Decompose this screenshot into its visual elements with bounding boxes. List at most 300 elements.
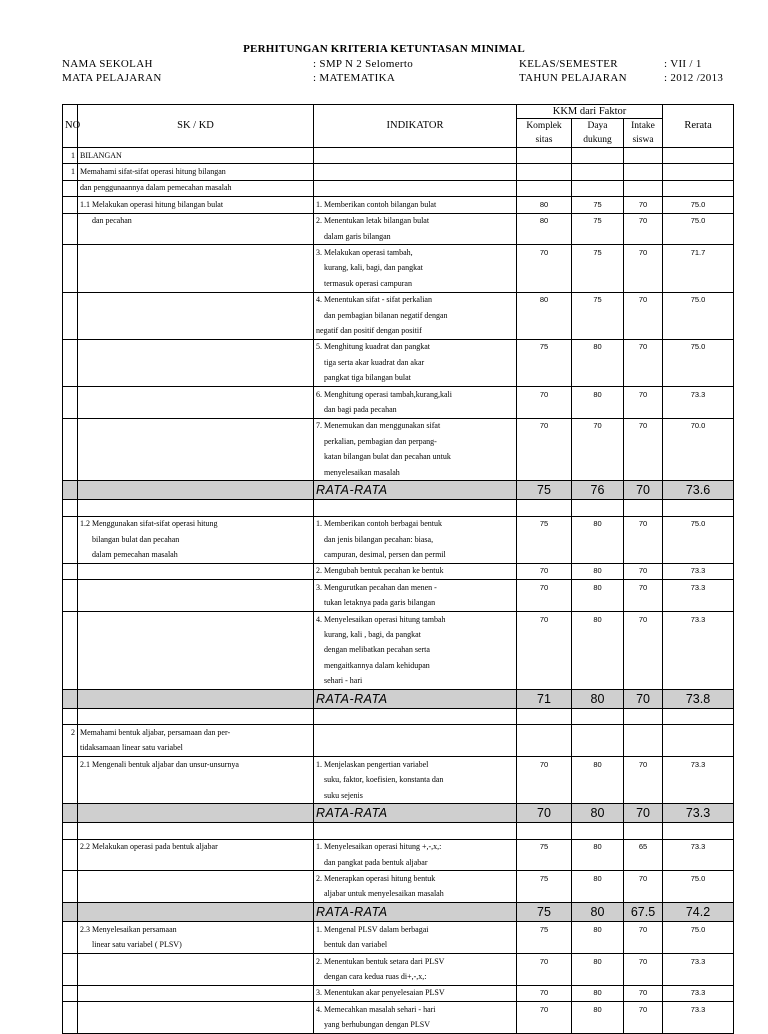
no-cell (63, 245, 78, 261)
rata-no-cell (63, 689, 78, 708)
kompleksitas-cell: 70 (517, 611, 572, 627)
daya-dukung-cell: 75 (572, 292, 624, 308)
table-row (63, 953, 734, 969)
daya-dukung-cell (572, 370, 624, 386)
kompleksitas-cell (517, 180, 572, 196)
intake-cell (624, 323, 663, 339)
rata-daya-dukung: 80 (572, 689, 624, 708)
no-cell (63, 355, 78, 370)
rerata-cell (663, 772, 734, 787)
sk-kd-cell (78, 370, 314, 386)
daya-dukung-cell (572, 449, 624, 464)
no-cell (63, 229, 78, 245)
rerata-cell (663, 725, 734, 741)
daya-dukung-cell (572, 658, 624, 673)
indikator-cell: 3. Mengurutkan pecahan dan menen - (314, 580, 517, 596)
spacer-cell (663, 500, 734, 516)
no-cell (63, 839, 78, 855)
sk-kd-cell (78, 465, 314, 481)
daya-dukung-cell: 80 (572, 985, 624, 1001)
rata-rata-row (63, 481, 734, 500)
sk-kd-cell: tidaksamaan linear satu variabel (78, 741, 314, 757)
sk-kd-cell (78, 449, 314, 464)
rata-rerata: 73.3 (663, 804, 734, 823)
no-cell (63, 643, 78, 658)
indikator-cell: katan bilangan bulat dan pecahan untuk (314, 449, 517, 464)
indikator-cell: suku sejenis (314, 788, 517, 804)
spacer-cell (314, 500, 517, 516)
rata-rerata: 73.6 (663, 481, 734, 500)
no-cell (63, 772, 78, 787)
table-row (63, 839, 734, 855)
kompleksitas-cell (517, 261, 572, 276)
intake-cell (624, 434, 663, 449)
indikator-cell: kurang, kali , bagi, da pangkat (314, 627, 517, 642)
indikator-cell: dengan cara kedua ruas di+,-,x,: (314, 969, 517, 985)
daya-dukung-cell: 80 (572, 922, 624, 938)
rata-intake: 67.5 (624, 903, 663, 922)
no-cell (63, 402, 78, 418)
table-row (63, 516, 734, 532)
rata-intake: 70 (624, 804, 663, 823)
kompleksitas-cell: 70 (517, 1002, 572, 1018)
table-row (63, 148, 734, 164)
indikator-cell: dan pembagian bilanan negatif dengan (314, 308, 517, 323)
table-row (63, 197, 734, 213)
table-row (63, 563, 734, 579)
sk-kd-cell (78, 245, 314, 261)
daya-dukung-cell (572, 887, 624, 903)
no-cell (63, 871, 78, 887)
table-row (63, 547, 734, 563)
rerata-cell (663, 938, 734, 954)
daya-dukung-cell: 80 (572, 953, 624, 969)
table-row (63, 465, 734, 481)
intake-cell (624, 674, 663, 690)
header-daya-dukung: Daya dukung (572, 119, 624, 148)
daya-dukung-cell (572, 402, 624, 418)
no-cell (63, 563, 78, 579)
no-cell (63, 323, 78, 339)
table-row (63, 855, 734, 871)
intake-cell: 70 (624, 245, 663, 261)
rerata-cell: 73.3 (663, 1002, 734, 1018)
intake-cell (624, 658, 663, 673)
kompleksitas-cell (517, 164, 572, 180)
kompleksitas-cell (517, 887, 572, 903)
daya-dukung-cell (572, 276, 624, 292)
sk-kd-cell (78, 969, 314, 985)
intake-cell: 70 (624, 611, 663, 627)
kompleksitas-cell: 80 (517, 197, 572, 213)
indikator-cell: campuran, desimal, persen dan permil (314, 547, 517, 563)
sk-kd-cell (78, 386, 314, 402)
rata-rata-row (63, 903, 734, 922)
intake-cell: 70 (624, 922, 663, 938)
daya-dukung-cell (572, 164, 624, 180)
table-row (63, 643, 734, 658)
indikator-cell: 1. Mengenal PLSV dalam berbagai (314, 922, 517, 938)
sk-kd-cell (78, 276, 314, 292)
spacer-cell (517, 823, 572, 839)
indikator-cell: dengan melibatkan pecahan serta (314, 643, 517, 658)
indikator-cell: negatif dan positif dengan positif (314, 323, 517, 339)
no-cell (63, 547, 78, 563)
rata-rerata: 73.8 (663, 689, 734, 708)
indikator-cell (314, 741, 517, 757)
sk-kd-cell (78, 308, 314, 323)
intake-cell (624, 308, 663, 323)
rerata-cell (663, 164, 734, 180)
rerata-cell (663, 855, 734, 871)
intake-cell (624, 229, 663, 245)
intake-cell (624, 938, 663, 954)
indikator-cell (314, 180, 517, 196)
spacer-cell (572, 708, 624, 724)
spacer-cell (517, 500, 572, 516)
table-row (63, 213, 734, 229)
daya-dukung-cell (572, 180, 624, 196)
daya-dukung-cell: 75 (572, 245, 624, 261)
table-row (63, 245, 734, 261)
no-cell: 1 (63, 148, 78, 164)
no-cell (63, 516, 78, 532)
sk-kd-cell (78, 1002, 314, 1018)
rerata-cell: 71.7 (663, 245, 734, 261)
intake-cell (624, 788, 663, 804)
rata-sk-cell (78, 481, 314, 500)
daya-dukung-cell (572, 323, 624, 339)
intake-cell: 70 (624, 339, 663, 355)
rata-no-cell (63, 804, 78, 823)
sk-kd-cell: 1.2 Menggunakan sifat-sifat operasi hitung (78, 516, 314, 532)
intake-cell (624, 532, 663, 547)
spacer-cell (624, 500, 663, 516)
no-cell (63, 741, 78, 757)
table-row (63, 449, 734, 464)
kompleksitas-cell (517, 308, 572, 323)
indikator-cell: aljabar untuk menyelesaikan masalah (314, 887, 517, 903)
indikator-cell: 1. Memberikan contoh bilangan bulat (314, 197, 517, 213)
table-row (63, 887, 734, 903)
indikator-cell: sehari - hari (314, 674, 517, 690)
indikator-cell (314, 148, 517, 164)
rerata-cell (663, 229, 734, 245)
intake-cell (624, 180, 663, 196)
intake-cell: 70 (624, 516, 663, 532)
daya-dukung-cell (572, 674, 624, 690)
tahun-pelajaran-value: : 2012 /2013 (664, 72, 724, 84)
sk-kd-cell (78, 674, 314, 690)
daya-dukung-cell (572, 547, 624, 563)
table-row (63, 658, 734, 673)
rerata-cell (663, 741, 734, 757)
no-cell (63, 465, 78, 481)
sk-kd-cell (78, 596, 314, 612)
nama-sekolah-value: : SMP N 2 Selomerto (313, 58, 414, 70)
rata-intake: 70 (624, 481, 663, 500)
rerata-cell (663, 148, 734, 164)
intake-cell: 65 (624, 839, 663, 855)
kompleksitas-cell (517, 741, 572, 757)
daya-dukung-cell: 80 (572, 580, 624, 596)
rata-no-cell (63, 481, 78, 500)
rerata-cell (663, 465, 734, 481)
intake-cell (624, 465, 663, 481)
daya-dukung-cell: 80 (572, 1002, 624, 1018)
daya-dukung-cell (572, 627, 624, 642)
intake-cell (624, 741, 663, 757)
table-row (63, 532, 734, 547)
no-cell (63, 922, 78, 938)
sk-kd-cell: 1.1 Melakukan operasi hitung bilangan bulat (78, 197, 314, 213)
daya-dukung-cell: 80 (572, 516, 624, 532)
daya-dukung-cell (572, 465, 624, 481)
table-row (63, 627, 734, 642)
sk-kd-cell (78, 772, 314, 787)
intake-cell (624, 449, 663, 464)
no-cell (63, 887, 78, 903)
rerata-cell (663, 969, 734, 985)
table-row (63, 180, 734, 196)
rerata-cell: 73.3 (663, 953, 734, 969)
intake-cell: 70 (624, 757, 663, 773)
table-row (63, 922, 734, 938)
kompleksitas-cell (517, 449, 572, 464)
table-row (63, 788, 734, 804)
intake-cell (624, 370, 663, 386)
table-row (63, 596, 734, 612)
header-sk-kd: SK / KD (78, 105, 314, 148)
spacer-cell (624, 823, 663, 839)
no-cell (63, 1002, 78, 1018)
no-cell (63, 658, 78, 673)
intake-cell: 70 (624, 563, 663, 579)
rata-rata-label: RATA-RATA (314, 804, 517, 823)
table-row (63, 308, 734, 323)
daya-dukung-cell (572, 725, 624, 741)
kompleksitas-cell: 75 (517, 339, 572, 355)
no-cell (63, 532, 78, 547)
table-row (63, 370, 734, 386)
daya-dukung-cell: 75 (572, 197, 624, 213)
rerata-cell: 70.0 (663, 418, 734, 434)
sk-kd-cell (78, 355, 314, 370)
sk-kd-cell (78, 1018, 314, 1034)
no-cell: 2 (63, 725, 78, 741)
kompleksitas-cell (517, 969, 572, 985)
sk-kd-cell (78, 953, 314, 969)
table-row (63, 741, 734, 757)
spacer-cell (663, 708, 734, 724)
rerata-cell: 75.0 (663, 516, 734, 532)
sk-kd-cell (78, 855, 314, 871)
sk-kd-cell (78, 323, 314, 339)
rata-daya-dukung: 80 (572, 804, 624, 823)
table-row (63, 323, 734, 339)
intake-cell (624, 402, 663, 418)
table-row (63, 402, 734, 418)
daya-dukung-cell: 70 (572, 418, 624, 434)
daya-dukung-cell (572, 741, 624, 757)
rerata-cell (663, 434, 734, 449)
kompleksitas-cell (517, 627, 572, 642)
rerata-cell: 75.0 (663, 339, 734, 355)
spacer-cell (624, 708, 663, 724)
spacer-cell (663, 823, 734, 839)
kompleksitas-cell (517, 370, 572, 386)
indikator-cell: 4. Memecahkan masalah sehari - hari (314, 1002, 517, 1018)
kompleksitas-cell: 75 (517, 516, 572, 532)
spacer-cell (517, 708, 572, 724)
sk-kd-cell (78, 643, 314, 658)
intake-cell (624, 643, 663, 658)
intake-cell (624, 627, 663, 642)
rerata-cell (663, 788, 734, 804)
rerata-cell (663, 308, 734, 323)
intake-cell: 70 (624, 953, 663, 969)
indikator-cell: 2. Menerapkan operasi hitung bentuk (314, 871, 517, 887)
sk-kd-cell (78, 563, 314, 579)
kompleksitas-cell (517, 772, 572, 787)
indikator-cell: perkalian, pembagian dan perpang- (314, 434, 517, 449)
no-cell (63, 580, 78, 596)
intake-cell (624, 725, 663, 741)
sk-kd-cell (78, 580, 314, 596)
rerata-cell: 73.3 (663, 580, 734, 596)
indikator-cell: suku, faktor, koefisien, konstanta dan (314, 772, 517, 787)
table-row (63, 229, 734, 245)
indikator-cell: 3. Melakukan operasi tambah, (314, 245, 517, 261)
intake-cell (624, 355, 663, 370)
document-title: PERHITUNGAN KRITERIA KETUNTASAN MINIMAL (243, 43, 525, 55)
intake-cell (624, 772, 663, 787)
header-rerata: Rerata (663, 105, 734, 148)
indikator-cell: menyelesaikan masalah (314, 465, 517, 481)
rata-rata-label: RATA-RATA (314, 481, 517, 500)
table-row (63, 772, 734, 787)
kompleksitas-cell: 70 (517, 580, 572, 596)
kompleksitas-cell: 70 (517, 386, 572, 402)
nama-sekolah-label: NAMA SEKOLAH (62, 58, 153, 70)
rerata-cell (663, 370, 734, 386)
spacer-cell (314, 708, 517, 724)
rata-rata-label: RATA-RATA (314, 689, 517, 708)
mata-pelajaran-value: : MATEMATIKA (313, 72, 396, 84)
kompleksitas-cell: 75 (517, 839, 572, 855)
daya-dukung-cell (572, 308, 624, 323)
spacer-row (63, 823, 734, 839)
rata-no-cell (63, 903, 78, 922)
sk-kd-cell (78, 339, 314, 355)
daya-dukung-cell (572, 969, 624, 985)
intake-cell (624, 596, 663, 612)
mata-pelajaran-label: MATA PELAJARAN (62, 72, 162, 84)
indikator-cell: dalam garis bilangan (314, 229, 517, 245)
spacer-cell (572, 500, 624, 516)
rerata-cell (663, 449, 734, 464)
daya-dukung-cell (572, 938, 624, 954)
intake-cell: 70 (624, 580, 663, 596)
sk-kd-cell: dan pecahan (78, 213, 314, 229)
spacer-row (63, 708, 734, 724)
table-row (63, 985, 734, 1001)
indikator-cell: dan pangkat pada bentuk aljabar (314, 855, 517, 871)
spacer-cell (78, 708, 314, 724)
no-cell (63, 674, 78, 690)
kkm-table-container (62, 104, 733, 1034)
intake-cell: 70 (624, 386, 663, 402)
sk-kd-cell: linear satu variabel ( PLSV) (78, 938, 314, 954)
daya-dukung-cell: 75 (572, 213, 624, 229)
rata-intake: 70 (624, 689, 663, 708)
no-cell (63, 611, 78, 627)
sk-kd-cell (78, 434, 314, 449)
sk-kd-cell: dalam pemecahan masalah (78, 547, 314, 563)
rerata-cell (663, 1018, 734, 1034)
kompleksitas-cell (517, 148, 572, 164)
kompleksitas-cell (517, 674, 572, 690)
rata-rata-row (63, 804, 734, 823)
daya-dukung-cell (572, 772, 624, 787)
indikator-cell (314, 725, 517, 741)
kompleksitas-cell: 80 (517, 213, 572, 229)
header-kkm-group: KKM dari Faktor (517, 105, 663, 119)
daya-dukung-cell (572, 788, 624, 804)
sk-kd-cell (78, 658, 314, 673)
sk-kd-cell: 2.3 Menyelesaikan persamaan (78, 922, 314, 938)
table-body (63, 148, 734, 1034)
kkm-table (62, 104, 734, 1034)
sk-kd-cell: BILANGAN (78, 148, 314, 164)
no-cell (63, 197, 78, 213)
daya-dukung-cell: 80 (572, 611, 624, 627)
daya-dukung-cell: 80 (572, 563, 624, 579)
kelas-semester-label: KELAS/SEMESTER (519, 58, 618, 70)
tahun-pelajaran-label: TAHUN PELAJARAN (519, 72, 627, 84)
rata-sk-cell (78, 689, 314, 708)
rerata-cell: 73.3 (663, 563, 734, 579)
indikator-cell: tiga serta akar kuadrat dan akar (314, 355, 517, 370)
no-cell (63, 757, 78, 773)
rerata-cell (663, 261, 734, 276)
rata-kompleksitas: 75 (517, 903, 572, 922)
sk-kd-cell (78, 788, 314, 804)
daya-dukung-cell (572, 1018, 624, 1034)
table-row (63, 434, 734, 449)
rerata-cell (663, 323, 734, 339)
table-row (63, 1002, 734, 1018)
rerata-cell (663, 276, 734, 292)
indikator-cell: 4. Menentukan sifat - sifat perkalian (314, 292, 517, 308)
intake-cell (624, 855, 663, 871)
rerata-cell (663, 547, 734, 563)
rerata-cell (663, 658, 734, 673)
kompleksitas-cell (517, 276, 572, 292)
intake-cell (624, 164, 663, 180)
rerata-cell (663, 887, 734, 903)
indikator-cell: mengaitkannya dalam kehidupan (314, 658, 517, 673)
kompleksitas-cell (517, 547, 572, 563)
kompleksitas-cell (517, 402, 572, 418)
sk-kd-cell (78, 418, 314, 434)
kompleksitas-cell (517, 596, 572, 612)
daya-dukung-cell (572, 261, 624, 276)
header-indikator: INDIKATOR (314, 105, 517, 148)
rata-kompleksitas: 75 (517, 481, 572, 500)
daya-dukung-cell (572, 643, 624, 658)
intake-cell: 70 (624, 197, 663, 213)
